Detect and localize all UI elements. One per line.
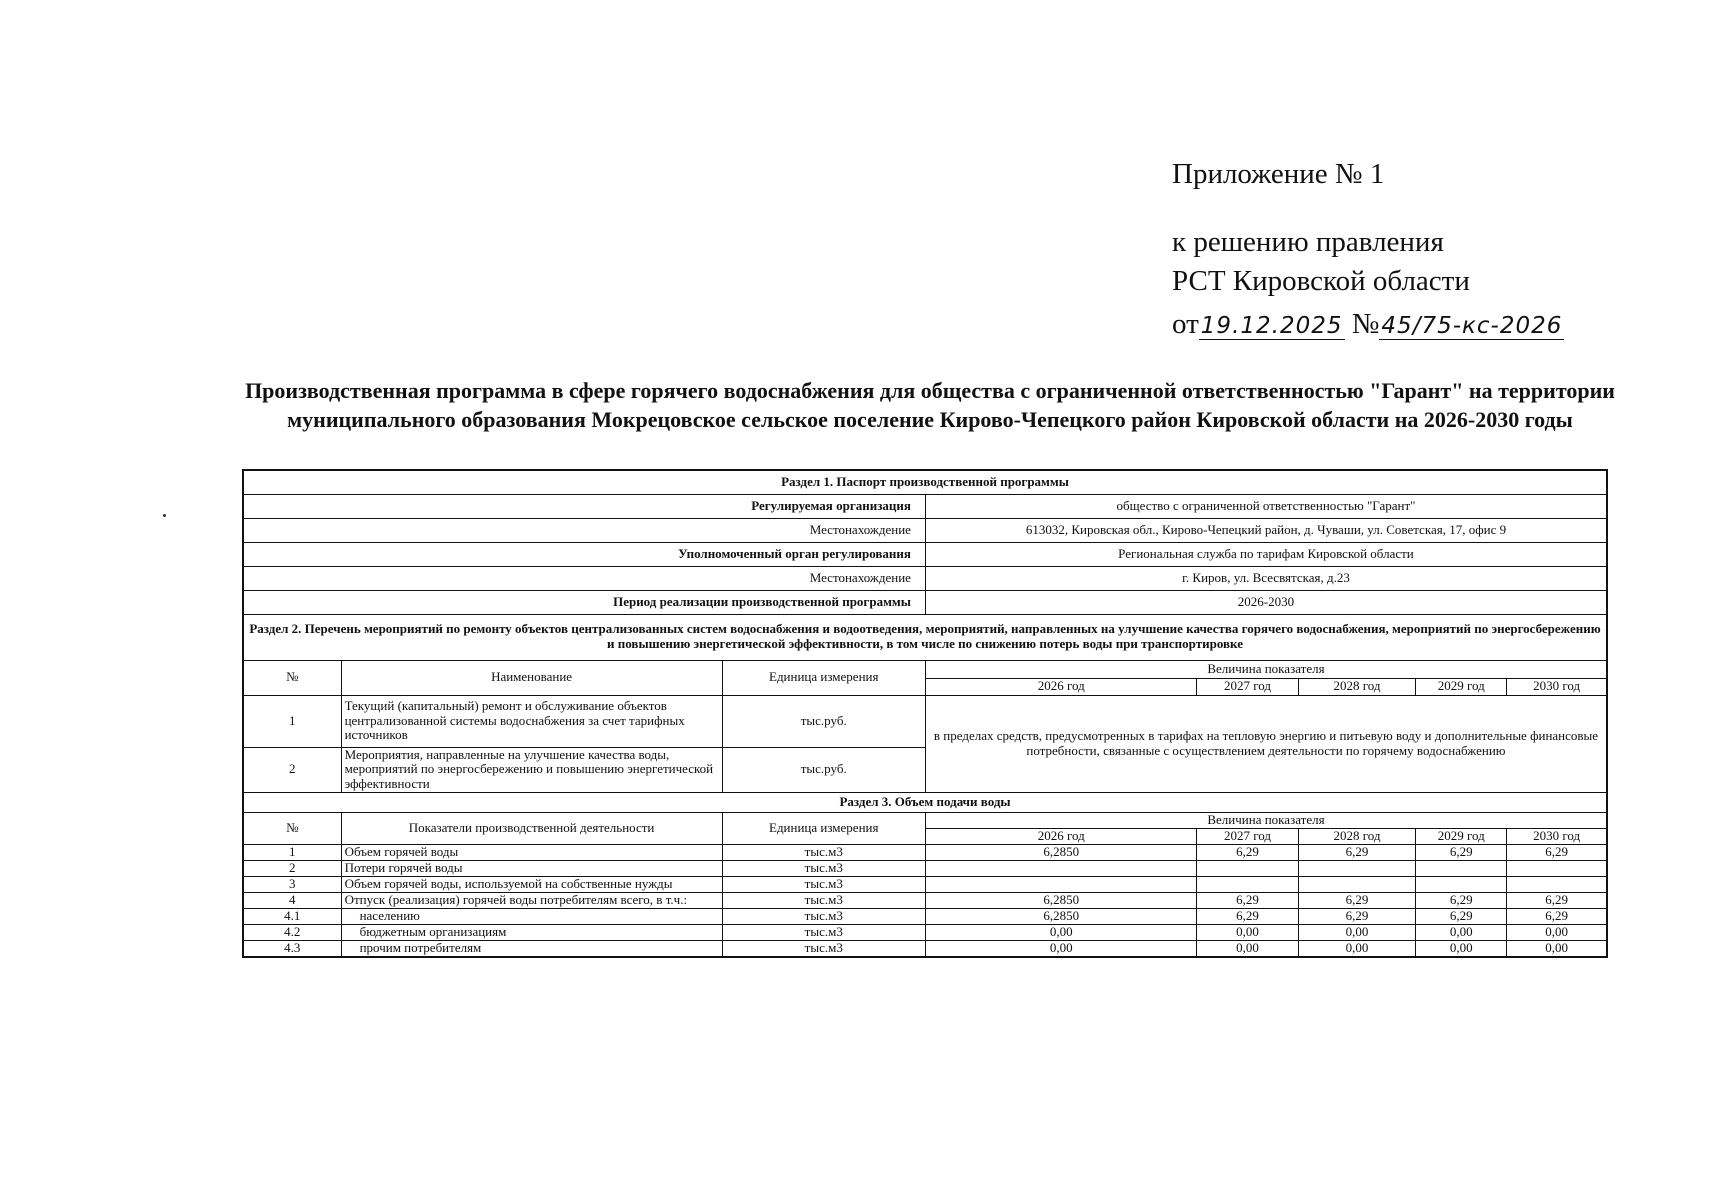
indicator-value: 6,29 (1507, 909, 1607, 925)
indicator-value: 0,00 (925, 925, 1197, 941)
appendix-title: Приложение № 1 (1172, 158, 1385, 190)
passport-value: 613032, Кировская обл., Кирово-Чепецкий район, д. Чуваши, ул. Советская, 17, офис 9 (925, 518, 1607, 542)
indicator-row (243, 925, 1607, 941)
indicator-value: 6,29 (1507, 845, 1607, 861)
indicator-no: 1 (243, 845, 341, 861)
measure-no: 1 (243, 695, 341, 747)
indicator-value: 0,00 (1507, 925, 1607, 941)
funding-note: в пределах средств, предусмотренных в тарифах на тепловую энергию и питьевую воду и дополнительные финансовые потребности, связанные с осуществлением деятельности по горячему водоснабжению (925, 695, 1607, 793)
col-value-header: Величина показателя (925, 660, 1607, 678)
indicator-value (1507, 861, 1607, 877)
passport-row (243, 518, 1607, 542)
indicator-name: бюджетным организациям (341, 925, 722, 941)
section1-header-row (243, 470, 1607, 494)
passport-value: общество с ограниченной ответственностью "Гарант" (925, 494, 1607, 518)
indicator-value (1416, 861, 1507, 877)
col-unit-header: Единица измерения (722, 813, 925, 845)
col-no-header: № (243, 813, 341, 845)
indicator-no: 2 (243, 861, 341, 877)
indicator-value: 6,29 (1416, 893, 1507, 909)
handwritten-date: 19.12.2025 (1200, 313, 1343, 339)
indicator-value (1507, 877, 1607, 893)
indicator-value (1298, 877, 1416, 893)
indicator-row (243, 861, 1607, 877)
indicator-value: 0,00 (1298, 941, 1416, 957)
indicator-no: 4.2 (243, 925, 341, 941)
indicator-value (925, 861, 1197, 877)
scan-dot (163, 514, 166, 517)
measure-unit: тыс.руб. (722, 747, 925, 793)
section3-column-header (243, 813, 1607, 829)
indicator-value: 0,00 (1416, 925, 1507, 941)
indicator-value: 0,00 (1507, 941, 1607, 957)
year-header: 2026 год (925, 829, 1197, 845)
indicator-row (243, 877, 1607, 893)
section2-title: Раздел 2. Перечень мероприятий по ремонту объектов централизованных систем водоснабжения и водоотведения, мероприятий, направленных на улучшение качества горячего водоснабжения, мероприятий по энергосбережению и повышению энергетической эффективности, в том числе по снижению потерь воды при транспортировке (243, 614, 1607, 660)
passport-label: Местонахождение (243, 518, 925, 542)
measure-unit: тыс.руб. (722, 695, 925, 747)
indicator-no: 4 (243, 893, 341, 909)
indicator-unit: тыс.м3 (722, 877, 925, 893)
passport-label: Регулируемая организация (243, 494, 925, 518)
indicator-value: 6,2850 (925, 893, 1197, 909)
appendix-line-decision: к решению правления (1172, 226, 1444, 258)
indicator-value: 6,29 (1416, 909, 1507, 925)
program-table (242, 469, 1608, 958)
year-header: 2029 год (1416, 678, 1507, 695)
indicator-name: Объем горячей воды, используемой на собственные нужды (341, 877, 722, 893)
passport-row (243, 542, 1607, 566)
indicator-value (1197, 861, 1298, 877)
year-header: 2026 год (925, 678, 1197, 695)
indicator-name: населению (341, 909, 722, 925)
section2-header-row (243, 614, 1607, 660)
indicator-row (243, 845, 1607, 861)
measure-no: 2 (243, 747, 341, 793)
indicator-no: 4.3 (243, 941, 341, 957)
indicator-value (1197, 877, 1298, 893)
indicator-unit: тыс.м3 (722, 909, 925, 925)
indicator-value: 0,00 (1197, 941, 1298, 957)
indicator-row (243, 941, 1607, 957)
indicator-unit: тыс.м3 (722, 845, 925, 861)
indicator-value: 6,29 (1416, 845, 1507, 861)
indicator-unit: тыс.м3 (722, 925, 925, 941)
passport-value: 2026-2030 (925, 590, 1607, 614)
document-title: Производственная программа в сфере горячего водоснабжения для общества с ограниченной ответственностью "Гарант" на территории муниципального образования Мокрецовское сельское поселение Кирово-Чепецкого район Кировской области на 2026-2030 годы (245, 378, 1615, 432)
col-name-header: Наименование (341, 660, 722, 695)
passport-value: г. Киров, ул. Всесвятская, д.23 (925, 566, 1607, 590)
indicator-row (243, 909, 1607, 925)
indicator-value: 0,00 (1298, 925, 1416, 941)
year-header: 2028 год (1298, 678, 1416, 695)
indicator-value: 6,29 (1298, 845, 1416, 861)
indicator-value: 0,00 (925, 941, 1197, 957)
col-name-header: Показатели производственной деятельности (341, 813, 722, 845)
indicator-value: 6,29 (1298, 893, 1416, 909)
indicator-name: Потери горячей воды (341, 861, 722, 877)
indicator-value (925, 877, 1197, 893)
indicator-value: 6,29 (1197, 845, 1298, 861)
section1-title: Раздел 1. Паспорт производственной программы (243, 470, 1607, 494)
indicator-value: 6,29 (1298, 909, 1416, 925)
indicator-value: 6,29 (1197, 909, 1298, 925)
indicator-no: 3 (243, 877, 341, 893)
indicator-value: 6,2850 (925, 845, 1197, 861)
year-header: 2030 год (1507, 829, 1607, 845)
col-value-header: Величина показателя (925, 813, 1607, 829)
section2-column-header (243, 660, 1607, 678)
indicator-value: 0,00 (1197, 925, 1298, 941)
indicator-no: 4.1 (243, 909, 341, 925)
indicator-value (1298, 861, 1416, 877)
indicator-value: 6,29 (1197, 893, 1298, 909)
passport-label: Уполномоченный орган регулирования (243, 542, 925, 566)
number-prefix: № (1351, 308, 1380, 340)
col-no-header: № (243, 660, 341, 695)
section3-title: Раздел 3. Объем подачи воды (243, 793, 1607, 813)
indicator-name: прочим потребителям (341, 941, 722, 957)
passport-label: Местонахождение (243, 566, 925, 590)
passport-row (243, 590, 1607, 614)
handwritten-number: 45/75-кс-2026 (1381, 313, 1563, 339)
year-header: 2029 год (1416, 829, 1507, 845)
appendix-line-authority: РСТ Кировской области (1172, 265, 1470, 297)
section3-header-row (243, 793, 1607, 813)
indicator-value (1416, 877, 1507, 893)
passport-label: Период реализации производственной программы (243, 590, 925, 614)
measure-name: Мероприятия, направленные на улучшение качества воды, мероприятий по энергосбережению и повышению энергетической эффективности (341, 747, 722, 793)
indicator-value: 6,29 (1507, 893, 1607, 909)
appendix-date-number (1172, 310, 1564, 339)
date-prefix: от (1172, 308, 1199, 340)
indicator-unit: тыс.м3 (722, 941, 925, 957)
indicator-unit: тыс.м3 (722, 893, 925, 909)
indicator-unit: тыс.м3 (722, 861, 925, 877)
passport-value: Региональная служба по тарифам Кировской области (925, 542, 1607, 566)
year-header: 2027 год (1197, 678, 1298, 695)
year-header: 2027 год (1197, 829, 1298, 845)
passport-row (243, 494, 1607, 518)
col-unit-header: Единица измерения (722, 660, 925, 695)
indicator-value: 6,2850 (925, 909, 1197, 925)
indicator-name: Объем горячей воды (341, 845, 722, 861)
year-header: 2028 год (1298, 829, 1416, 845)
measure-row (243, 695, 1607, 747)
indicator-name: Отпуск (реализация) горячей воды потребителям всего, в т.ч.: (341, 893, 722, 909)
indicator-row (243, 893, 1607, 909)
measure-name: Текущий (капитальный) ремонт и обслуживание объектов централизованной системы водоснабжения за счет тарифных источников (341, 695, 722, 747)
passport-row (243, 566, 1607, 590)
year-header: 2030 год (1507, 678, 1607, 695)
indicator-value: 0,00 (1416, 941, 1507, 957)
